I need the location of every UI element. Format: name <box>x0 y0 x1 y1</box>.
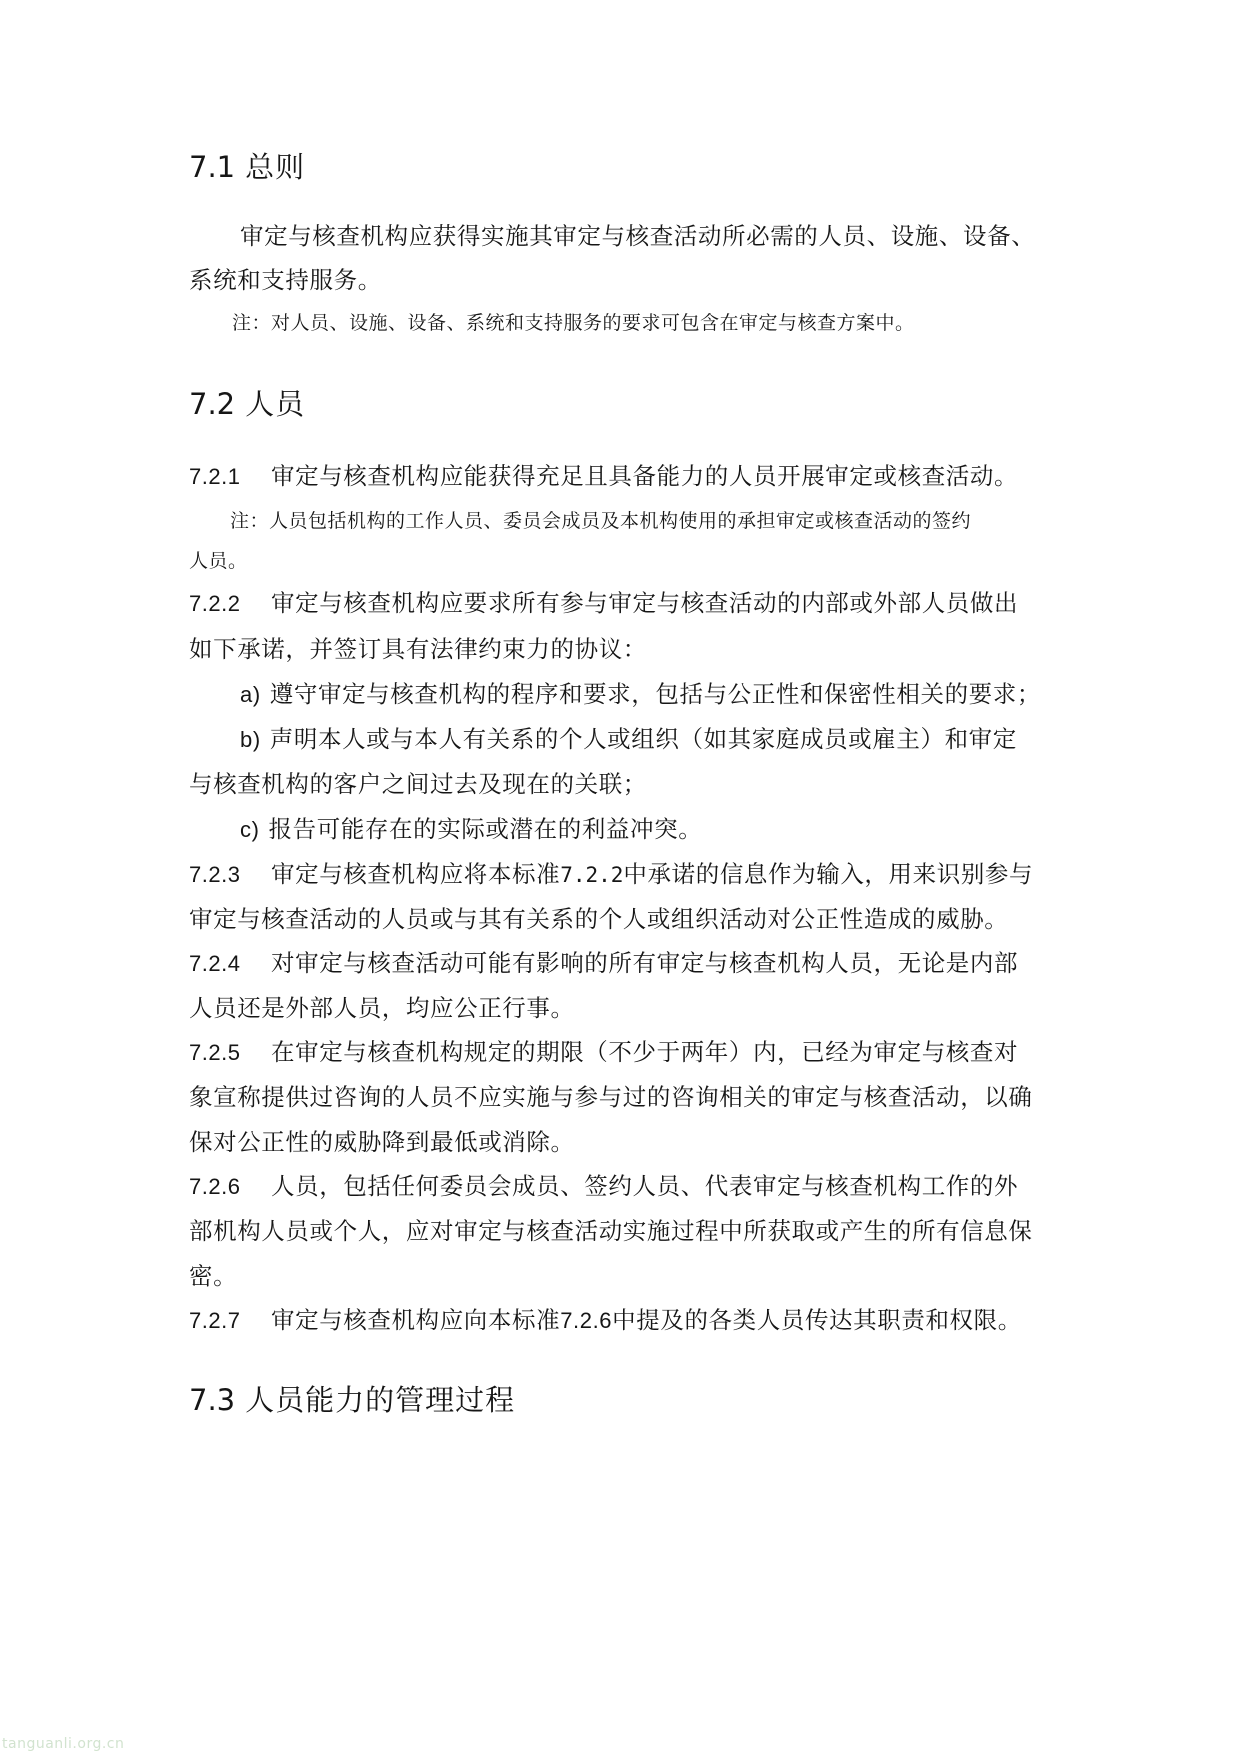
clause-text: 在审定与核查机构规定的期限（不少于两年）内，已经为审定与核查对 <box>271 1038 1019 1066</box>
section-number: 7.2 <box>189 387 236 421</box>
clause-7-2-1 <box>189 459 1018 494</box>
note-7-2-1-line-2: 人员。 <box>189 550 248 572</box>
clause-7-2-6-line-2: 部机构人员或个人，应对审定与核查活动实施过程中所获取或产生的所有信息保 <box>189 1217 1033 1245</box>
clause-7-2-6-line-1 <box>189 1169 1018 1204</box>
clause-7-2-2-line-1 <box>189 586 1018 621</box>
clause-7-2-4-line-2: 人员还是外部人员，均应公正行事。 <box>189 994 575 1022</box>
clause-7-2-7-line-1 <box>189 1303 1022 1338</box>
clause-7-2-5-line-3: 保对公正性的威胁降到最低或消除。 <box>189 1128 575 1156</box>
list-item-text: 声明本人或与本人有关系的个人或组织（如其家庭成员或雇主）和审定 <box>269 725 1017 753</box>
list-item-label: a) <box>240 682 261 707</box>
clause-7-2-6-line-3: 密。 <box>189 1262 238 1290</box>
clause-7-2-5-line-2: 象宣称提供过咨询的人员不应实施与参与过的咨询相关的审定与核查活动，以确 <box>189 1083 1033 1111</box>
clause-7-2-2-line-2: 如下承诺，并签订具有法律约束力的协议： <box>189 635 647 663</box>
list-item-b-line-1 <box>240 722 1017 757</box>
list-item-text: 遵守审定与核查机构的程序和要求，包括与公正性和保密性相关的要求； <box>269 680 1041 708</box>
watermark-text: tanguanli.org.cn <box>2 1736 125 1752</box>
clause-7-2-3-line-2: 审定与核查活动的人员或与其有关系的个人或组织活动对公正性造成的威胁。 <box>189 905 1009 933</box>
clause-text: 审定与核查机构应向本标准 <box>271 1306 561 1334</box>
clause-text: 中承诺的信息作为输入，用来识别参与 <box>623 860 1034 888</box>
section-title: 总则 <box>245 150 306 184</box>
clause-text: 审定与核查机构应能获得充足且具备能力的人员开展审定或核查活动。 <box>271 462 1019 490</box>
list-item-label: b) <box>240 727 261 752</box>
clause-text: 中提及的各类人员传达其职责和权限。 <box>612 1306 1022 1334</box>
clause-number: 7.2.1 <box>189 464 241 489</box>
section-number: 7.1 <box>189 150 236 184</box>
clause-number: 7.2.7 <box>189 1308 241 1333</box>
list-item-label: c) <box>240 817 260 842</box>
clause-number: 7.2.3 <box>189 862 241 887</box>
clause-number: 7.2.4 <box>189 951 241 976</box>
list-item-a <box>240 677 1041 712</box>
clause-reference: 7.2.6 <box>560 1308 613 1333</box>
section-heading-7-1 <box>189 147 305 187</box>
list-item-c <box>240 812 702 847</box>
clause-7-2-5-line-1 <box>189 1035 1018 1070</box>
section-heading-7-3 <box>189 1380 515 1420</box>
section-number: 7.3 <box>189 1383 236 1417</box>
section-title: 人员 <box>245 387 306 421</box>
paragraph-7-1-line-1: 审定与核查机构应获得实施其审定与核查活动所必需的人员、设施、设备、 <box>240 222 1036 250</box>
clause-text: 人员，包括任何委员会成员、签约人员、代表审定与核查机构工作的外 <box>271 1172 1019 1200</box>
clause-number: 7.2.2 <box>189 591 241 616</box>
clause-7-2-3-line-1 <box>189 857 1033 892</box>
list-item-b-line-2: 与核查机构的客户之间过去及现在的关联； <box>189 770 647 798</box>
section-heading-7-2 <box>189 384 305 424</box>
clause-text: 审定与核查机构应将本标准 <box>271 860 561 888</box>
paragraph-7-1-line-2: 系统和支持服务。 <box>189 266 382 294</box>
note-7-2-1-line-1: 注：人员包括机构的工作人员、委员会成员及本机构使用的承担审定或核查活动的签约 <box>230 510 972 532</box>
note-7-1: 注：对人员、设施、设备、系统和支持服务的要求可包含在审定与核查方案中。 <box>232 312 915 334</box>
clause-number: 7.2.6 <box>189 1174 241 1199</box>
clause-text: 对审定与核查活动可能有影响的所有审定与核查机构人员，无论是内部 <box>271 949 1019 977</box>
clause-7-2-4-line-1 <box>189 946 1018 981</box>
clause-number: 7.2.5 <box>189 1040 241 1065</box>
clause-text: 审定与核查机构应要求所有参与审定与核查活动的内部或外部人员做出 <box>271 589 1019 617</box>
section-title: 人员能力的管理过程 <box>245 1383 516 1417</box>
list-item-text: 报告可能存在的实际或潜在的利益冲突。 <box>268 815 703 843</box>
clause-reference: 7.2.2 <box>560 863 624 887</box>
